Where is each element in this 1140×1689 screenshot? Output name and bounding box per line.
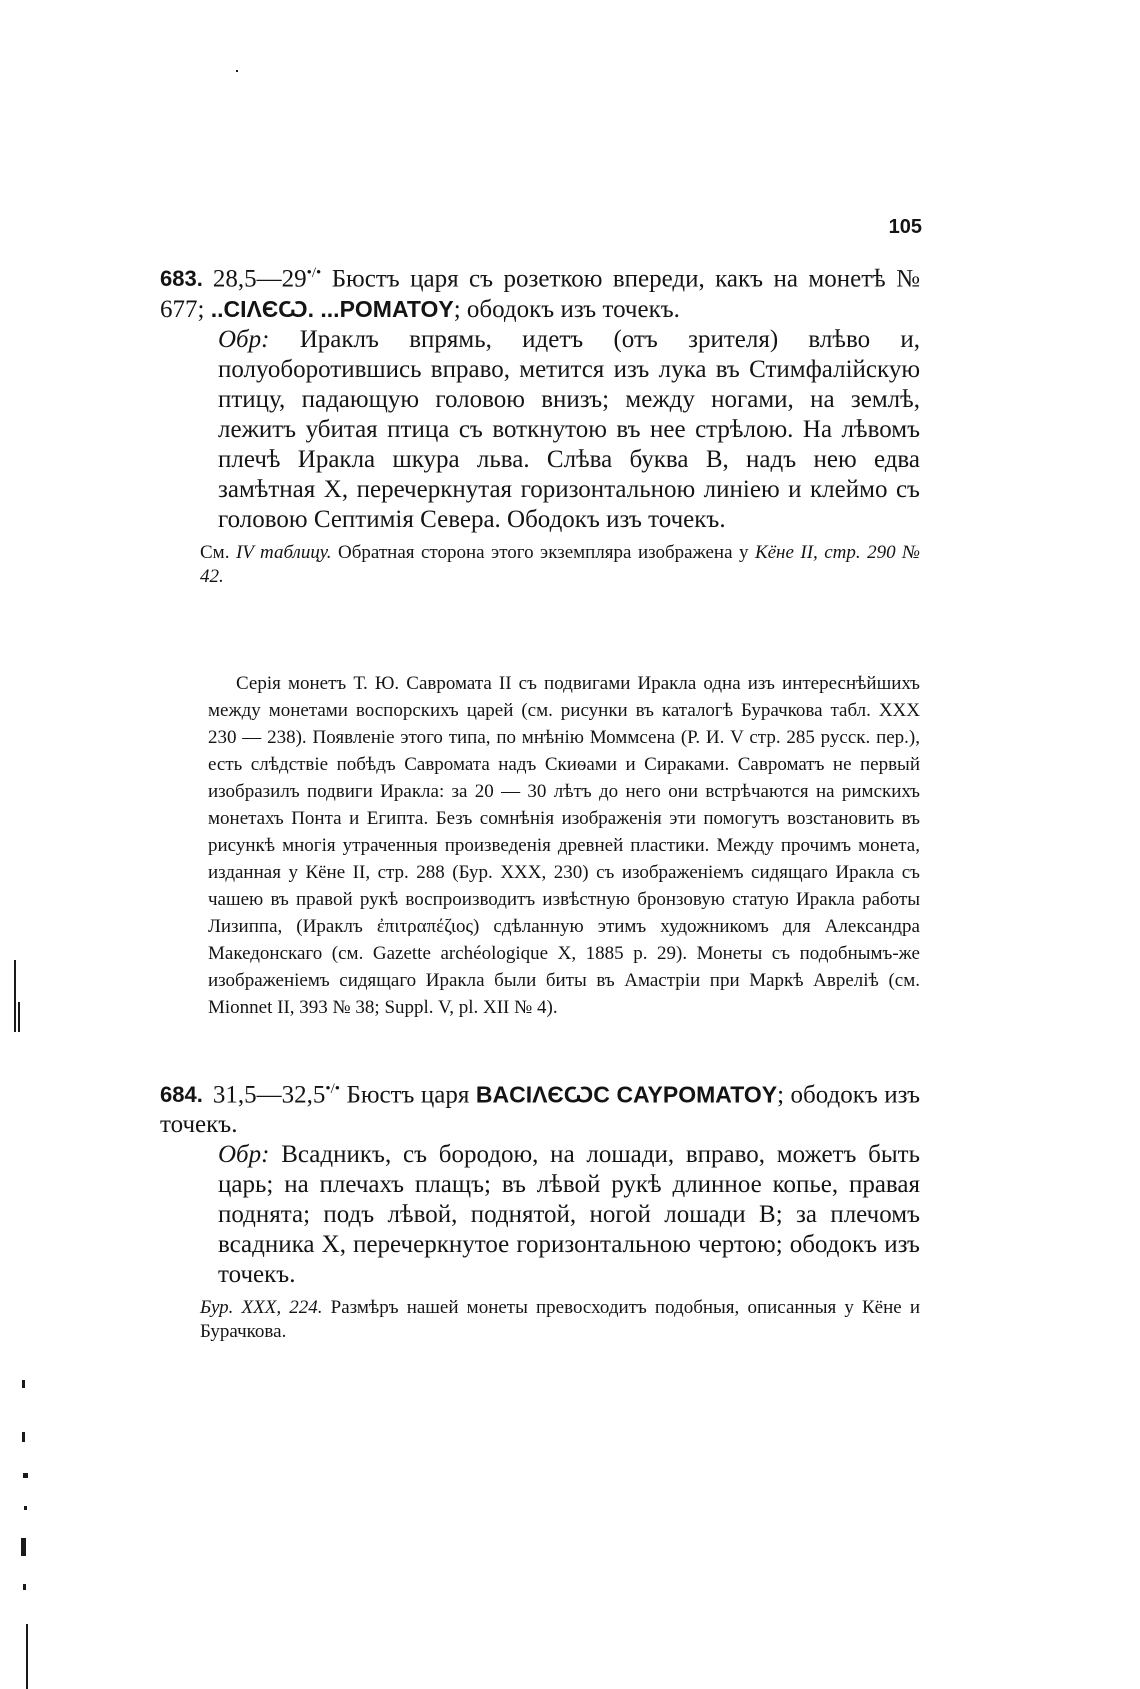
reference-text: Размѣръ нашей монеты превосходитъ подобныя, описанныя у Кёне и Бурачкова. [200, 1297, 921, 1343]
entry-obverse [160, 258, 920, 325]
reference-text: Обратная сторона этого экземпляра изображена у [338, 542, 749, 564]
catalog-entry-683 [160, 258, 920, 589]
metal-mark: •/• [325, 1081, 340, 1097]
page-number: 105 [888, 216, 922, 238]
margin-line [26, 1624, 28, 1689]
entry-reverse [218, 1140, 920, 1290]
coin-size: 31,5—32,5 [212, 1081, 326, 1109]
entry-number: 683. [160, 266, 203, 292]
reference-plate: IV таблицу. [235, 542, 332, 564]
obverse-text: Бюстъ царя съ розеткою впереди, какъ на монетѣ № 677; [160, 265, 921, 324]
entry-number: 684. [160, 1082, 203, 1108]
coin-legend: ..CIΛЄѠ. ...POMATOY [210, 296, 454, 323]
obverse-text: Бюстъ царя [346, 1081, 470, 1109]
reference-plain: См. [200, 542, 230, 564]
margin-line [18, 1002, 20, 1032]
coin-legend: BACIΛЄѠC CAYPOMATOY [475, 1081, 778, 1108]
reverse-label: Обр: [218, 326, 270, 354]
entry-reference [200, 541, 920, 589]
coin-size: 28,5—29 [212, 265, 307, 293]
entry-reverse [218, 325, 920, 535]
entry-obverse [160, 1074, 920, 1140]
margin-dot [22, 1380, 25, 1388]
catalog-entry-684 [160, 1074, 920, 1344]
margin-dot [23, 1473, 28, 1478]
commentary-text: Серія монетъ Т. Ю. Савромата II съ подвигами Иракла одна изъ интереснѣйшихъ между монетами воспорскихъ царей (см. рисунки въ каталогѣ Бурачкова табл. XXX 230 — 238). Появленіе этого типа, по мнѣнію Моммсена (Р. И. V стр. 285 русск. пер.), есть слѣдствіе побѣдъ Савромата надъ Скиѳами и Сираками. Савроматъ не первый изобразилъ подвиги Иракла: за 20 — 30 лѣтъ до него они встрѣчаются на римскихъ монетахъ Понта и Египта. Безъ сомнѣнія изображенія эти помогутъ возстановить въ рисункѣ многія утраченныя произведенія древней пластики. Между прочимъ монета, изданная у Кёне II, стр. 288 (Бур. XXX, 230) съ изображеніемъ сидящаго Иракла съ чашею въ правой рукѣ воспроизводитъ извѣстную бронзовую статую Иракла работы Лизиппа, (Ираклъ ἐπιτραπέζιος) сдѣланную этимъ художникомъ для Александра Македонскаго (см. Gazette archéologique X, 1885 p. 29). Монеты съ подобнымъ-же изображеніемъ сидящаго Иракла были биты въ Амастріи при Маркѣ Авреліѣ (см. Mionnet II, 393 № 38; Suppl. V, pl. XII № 4). [208, 673, 920, 1018]
margin-dot [24, 1506, 27, 1510]
metal-mark: •/• [306, 265, 322, 281]
reverse-label: Обр: [218, 1141, 270, 1169]
entry-reference [200, 1296, 920, 1344]
margin-dot [21, 1538, 26, 1556]
margin-dot [22, 1432, 25, 1442]
reference-source: Бур. XXX, 224. [200, 1297, 323, 1319]
commentary-block [208, 670, 920, 1021]
margin-dot [23, 1584, 26, 1590]
obverse-end: ; ободокъ изъ точекъ. [160, 1081, 920, 1139]
margin-dot [236, 70, 238, 72]
reference-source: Кёне II, стр. 290 № 42. [200, 542, 921, 588]
margin-line [14, 960, 16, 1032]
reverse-text: Ираклъ впрямь, идетъ (отъ зрителя) влѣво и, полуоборотившись вправо, метится изъ лука въ Стимфалійскую птицу, падающую головою внизъ; между ногами, на землѣ, лежитъ убитая птица съ воткнутою въ нее стрѣлою. На лѣвомъ плечѣ Иракла шкура льва. Слѣва буква B, надъ нею едва замѣтная X, перечеркнутая горизонтальною линіею и клеймо съ головою Септимія Севера. Ободокъ изъ точекъ. [218, 326, 920, 534]
reverse-text: Всадникъ, съ бородою, на лошади, вправо, можетъ быть царь; на плечахъ плащъ; въ лѣвой рукѣ длинное копье, правая поднята; подъ лѣвой, поднятой, ногой лошади B; за плечомъ всадника X, перечеркнутое горизонтальною чертою; ободокъ изъ точекъ. [218, 1141, 921, 1289]
obverse-end: ; ободокъ изъ точекъ. [453, 296, 680, 324]
